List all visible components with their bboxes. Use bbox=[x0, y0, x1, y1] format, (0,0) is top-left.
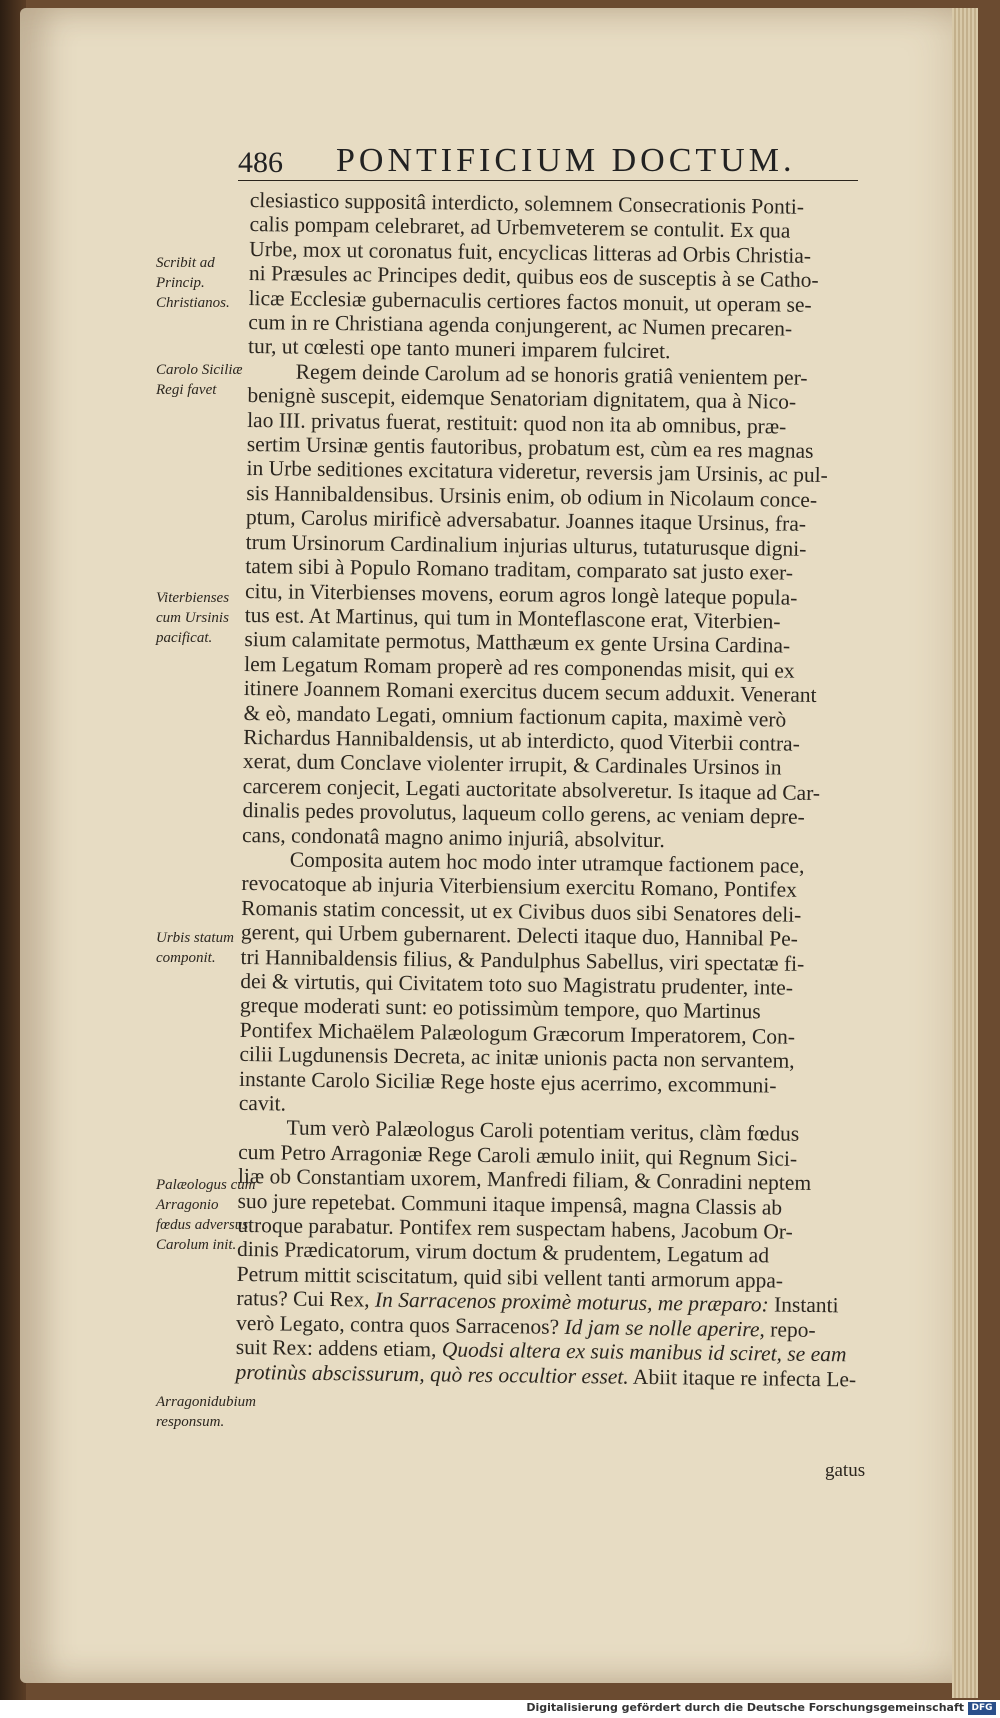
text-line: tatem sibi à Populo Romano traditam, comparato sat justo exer- bbox=[245, 554, 794, 585]
footer-bar bbox=[0, 1700, 1000, 1718]
text-segment: Abiit itaque re infecta Le- bbox=[632, 1364, 857, 1391]
text-line: itinere Joannem Romani exercitus ducem secum adduxit. Venerant bbox=[243, 676, 817, 708]
marginal-note: Scribit ad Princip. Christianos. bbox=[156, 255, 230, 311]
marginal-note: Palæologus cum Arragonio fœdus adversus Carolum init. bbox=[156, 1177, 256, 1253]
text-line: revocatoque ab injuria Viterbiensium exercitu Romano, Pontifex bbox=[241, 871, 797, 903]
text-line: suo jure repetebat. Communi itaque impensâ, magna Classis ab bbox=[237, 1188, 783, 1220]
text-line: Romanis statim concessit, ut ex Civibus duos sibi Senatores deli- bbox=[241, 895, 802, 927]
marginal-note: Carolo Siciliæ Regi favet bbox=[156, 362, 243, 398]
text-line: Tum verò Palæologus Caroli potentiam veritus, clàm fœdus bbox=[286, 1115, 800, 1147]
text-segment-italic: Quodsi altera ex suis manibus id sciret, se eam bbox=[441, 1337, 847, 1367]
text-line: calis pompam celebraret, ad Urbemveterem se contulit. Ex qua bbox=[249, 212, 791, 244]
text-line: utroque parabatur. Pontifex rem suspectam habens, Jacobum Or- bbox=[237, 1212, 793, 1244]
text-line: cilii Lugdunensis Decreta, ac initæ unionis pacta non servantem, bbox=[239, 1042, 795, 1073]
text-line: dinis Prædicatorum, virum doctum & prudentem, Legatum ad bbox=[236, 1237, 770, 1268]
text-line: tus est. At Martinus, qui tum in Monteflascone erat, Viterbien- bbox=[244, 602, 781, 634]
page-title: PONTIFICIUM DOCTUM. bbox=[336, 142, 796, 179]
text-line: carcerem conjecit, Legati auctoritate absolveretur. Is itaque ad Car- bbox=[242, 773, 821, 805]
text-line: liæ ob Constantiam uxorem, Manfredi filiam, & Conradini neptem bbox=[237, 1164, 812, 1196]
text-line: dei & virtutis, qui Civitatem toto suo Magistratu prudenter, inte- bbox=[240, 968, 794, 1000]
text-line: sis Hannibaldensibus. Ursinis enim, ob odium in Nicolaum conce- bbox=[246, 480, 818, 512]
text-line: Urbe, mox ut coronatus fuit, encyclicas litteras ad Orbis Christia- bbox=[249, 236, 812, 268]
text-line: gerent, qui Urbem gubernarent. Delecti itaque duo, Hannibal Pe- bbox=[240, 920, 799, 951]
text-line: tur, ut cœlesti ope tanto muneri imparem fulciret. bbox=[247, 334, 671, 364]
text-line: trum Ursinorum Cardinalium injurias ulturus, tutaturusque digni- bbox=[245, 529, 807, 561]
funding-credit: Digitalisierung gefördert durch die Deutsche Forschungsgemeinschaft bbox=[526, 1701, 964, 1714]
text-line: licæ Ecclesiæ gubernaculis certiores factos monuit, ut operam se- bbox=[248, 285, 812, 317]
running-head bbox=[238, 138, 858, 181]
text-line: Composita autem hoc modo inter utramque factionem pace, bbox=[289, 847, 805, 878]
text-line: lao III. privatus fuerat, restituit: quod non ita ab omnibus, præ- bbox=[247, 407, 787, 439]
text-line: cans, condonatâ magno animo injuriâ, absolvitur. bbox=[241, 822, 665, 852]
text-segment: verò Legato, contra quos Sarracenos? bbox=[235, 1310, 560, 1339]
text-line: cum in re Christiana agenda conjungerent, ac Numen precaren- bbox=[248, 310, 793, 341]
text-line: greque moderati sunt: eo potissimùm tempore, quo Martinus bbox=[239, 993, 761, 1024]
text-segment-italic: protinùs abscissurum, quò res occultior esset. bbox=[235, 1359, 629, 1389]
body-text bbox=[235, 188, 890, 1392]
text-segment: Instanti bbox=[773, 1292, 839, 1318]
text-segment: ratus? Cui Rex, bbox=[236, 1286, 370, 1312]
text-line: Regem deinde Carolum ad se honoris gratiâ venientem per- bbox=[295, 359, 808, 390]
catchword: gatus bbox=[825, 1460, 866, 1481]
text-line: Pontifex Michaëlem Palæologum Græcorum Imperatorem, Con- bbox=[239, 1017, 796, 1049]
page-number: 486 bbox=[238, 146, 283, 179]
text-line: lem Legatum Romam properè ad res componendas misit, qui ex bbox=[244, 651, 795, 683]
text-segment-italic: Id jam se nolle aperire, bbox=[564, 1314, 766, 1342]
text-segment: suit Rex: addens etiam, bbox=[235, 1335, 437, 1362]
text-line: in Urbe seditiones excitatura videretur, reversis jam Ursinis, ac pul- bbox=[246, 456, 828, 488]
text-segment: repo- bbox=[770, 1317, 816, 1342]
marginal-note: Urbis statum componit. bbox=[156, 930, 234, 966]
text-line: Richardus Hannibaldensis, ut ab interdicto, quod Viterbii contra- bbox=[243, 724, 800, 756]
text-line: tri Hannibaldensis filius, & Pandulphus Sabellus, viri spectatæ fi- bbox=[240, 944, 805, 976]
marginal-note: Arragonidubium responsum. bbox=[156, 1394, 257, 1430]
text-line: ptum, Carolus mirificè adversabatur. Joannes itaque Ursinus, fra- bbox=[245, 505, 807, 537]
page-edges bbox=[952, 8, 978, 1698]
marginal-note: Viterbienses cum Ursinis pacificat. bbox=[156, 590, 230, 646]
text-line: cavit. bbox=[238, 1090, 287, 1116]
text-line: sium calamitate permotus, Matthæum ex gente Ursina Cardina- bbox=[244, 627, 791, 658]
text-line: ni Præsules ac Principes dedit, quibus eos de susceptis à se Catho- bbox=[248, 261, 819, 293]
text-line: sertim Ursinæ gentis fautoribus, probatum est, cùm ea res magnas bbox=[246, 432, 814, 463]
text-line: dinalis pedes provolutus, laqueum collo gerens, ac veniam depre- bbox=[242, 798, 805, 829]
dfg-logo: DFG bbox=[968, 1702, 996, 1715]
text-line: Petrum mittit sciscitatum, quid sibi vellent tanti armorum appa- bbox=[236, 1261, 784, 1293]
text-segment-italic: In Sarracenos proximè moturus, me præparo: bbox=[374, 1287, 769, 1317]
text-line: citu, in Viterbienses movens, eorum agros longè lateque popula- bbox=[244, 578, 798, 610]
text-line: cum Petro Arragoniæ Rege Caroli æmulo iniit, qui Regnum Sici- bbox=[238, 1139, 798, 1171]
text-line: xerat, dum Conclave violenter irrupit, & Cardinales Ursinos in bbox=[242, 749, 782, 780]
text-line: & eò, mandato Legati, omnium factionum capita, maximè verò bbox=[243, 700, 787, 732]
text-line: instante Carolo Siciliæ Rege hoste ejus acerrimo, excommuni- bbox=[238, 1066, 777, 1098]
text-line: clesiastico suppositâ interdicto, solemnem Consecrationis Ponti- bbox=[249, 188, 805, 219]
text-line: benignè suscepit, eidemque Senatoriam dignitatem, qua à Nico- bbox=[247, 383, 797, 414]
